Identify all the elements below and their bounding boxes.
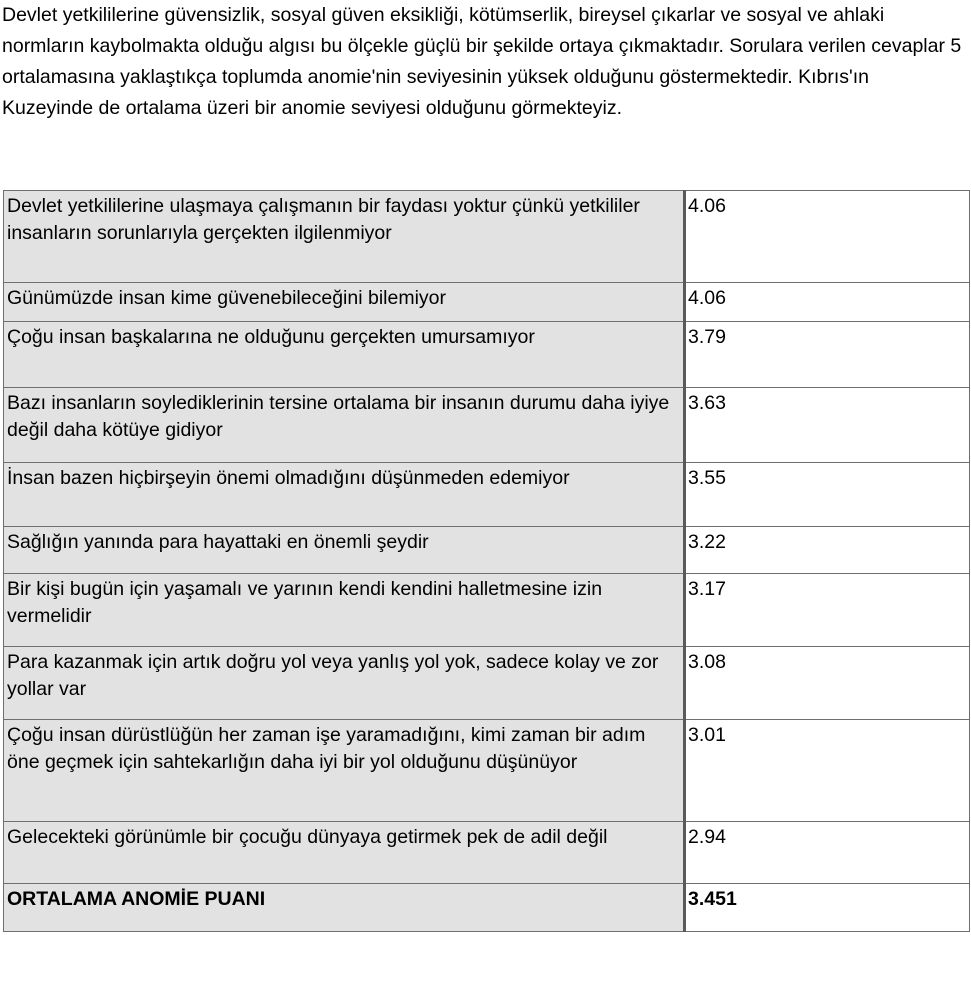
value-cell: 2.94 bbox=[685, 822, 970, 884]
total-value-cell: 3.451 bbox=[685, 884, 970, 932]
table-row bbox=[4, 191, 970, 283]
statement-cell: İnsan bazen hiçbirşeyin önemi olmadığını düşünmeden edemiyor bbox=[4, 463, 685, 527]
value-cell: 4.06 bbox=[685, 283, 970, 322]
value-cell: 3.08 bbox=[685, 647, 970, 720]
value-cell: 3.79 bbox=[685, 322, 970, 388]
statement-cell: Para kazanmak için artık doğru yol veya yanlış yol yok, sadece kolay ve zor yollar var bbox=[4, 647, 685, 720]
anomie-table bbox=[3, 190, 970, 932]
value-cell: 3.17 bbox=[685, 574, 970, 647]
statement-cell: Bazı insanların soylediklerinin tersine ortalama bir insanın durumu daha iyiye değil daha kötüye gidiyor bbox=[4, 388, 685, 463]
value-cell: 4.06 bbox=[685, 191, 970, 283]
table-row bbox=[4, 283, 970, 322]
total-row bbox=[4, 884, 970, 932]
statement-cell: Gelecekteki görünümle bir çocuğu dünyaya getirmek pek de adil değil bbox=[4, 822, 685, 884]
value-cell: 3.01 bbox=[685, 720, 970, 822]
table-row bbox=[4, 720, 970, 822]
statement-cell: Günümüzde insan kime güvenebileceğini bilemiyor bbox=[4, 283, 685, 322]
statement-cell: Çoğu insan başkalarına ne olduğunu gerçekten umursamıyor bbox=[4, 322, 685, 388]
table-row bbox=[4, 463, 970, 527]
total-label-cell: ORTALAMA ANOMİE PUANI bbox=[4, 884, 685, 932]
table-row bbox=[4, 388, 970, 463]
value-cell: 3.63 bbox=[685, 388, 970, 463]
value-cell: 3.55 bbox=[685, 463, 970, 527]
table-row bbox=[4, 822, 970, 884]
table-row bbox=[4, 574, 970, 647]
table-row bbox=[4, 322, 970, 388]
table-row bbox=[4, 527, 970, 574]
statement-cell: Devlet yetkililerine ulaşmaya çalışmanın bir faydası yoktur çünkü yetkililer insanların sorunlarıyla gerçekten ilgilenmiyor bbox=[4, 191, 685, 283]
statement-cell: Bir kişi bugün için yaşamalı ve yarının kendi kendini halletmesine izin vermelidir bbox=[4, 574, 685, 647]
statement-cell: Sağlığın yanında para hayattaki en önemli şeydir bbox=[4, 527, 685, 574]
table-row bbox=[4, 647, 970, 720]
value-cell: 3.22 bbox=[685, 527, 970, 574]
intro-paragraph: Devlet yetkililerine güvensizlik, sosyal güven eksikliği, kötümserlik, bireysel çıkarlar ve sosyal ve ahlaki normların kaybolmakta olduğu algısı bu ölçekle güçlü bir şekilde ortaya çıkmaktadır. Sorulara verilen cevaplar 5 ortalamasına yaklaştıkça toplumda anomie'nin seviyesinin yüksek olduğunu göstermektedir. Kıbrıs'ın Kuzeyinde de ortalama üzeri bir anomie seviyesi olduğunu görmekteyiz. bbox=[2, 4, 962, 119]
statement-cell: Çoğu insan dürüstlüğün her zaman işe yaramadığını, kimi zaman bir adım öne geçmek için sahtekarlığın daha iyi bir yol olduğunu düşünüyor bbox=[4, 720, 685, 822]
